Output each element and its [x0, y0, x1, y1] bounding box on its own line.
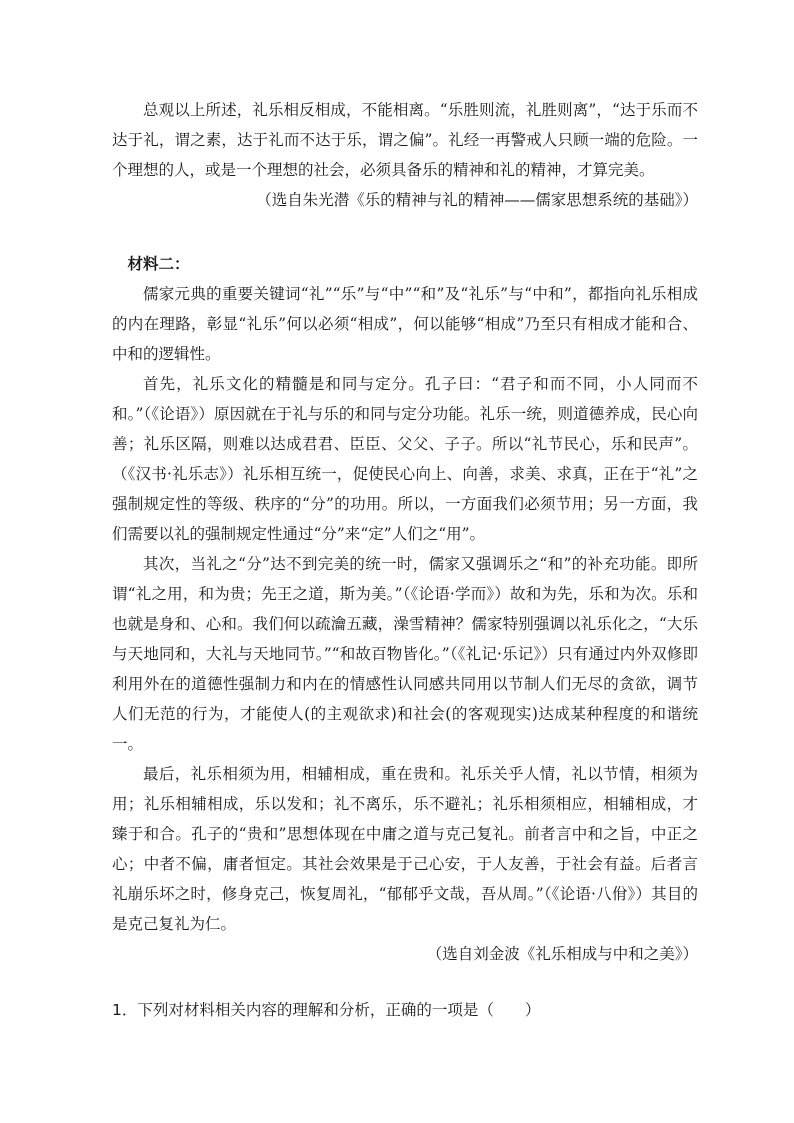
material-two-paragraph-2: 首先，礼乐文化的精髓是和同与定分。孔子曰：“君子和而不同，小人同而不和。”（《论语》）原因就在于礼与乐的和同与定分功能。礼乐一统，则道德养成，民心向善；礼乐区隔，则难以达成君君、臣臣、父父、子子。所以“礼节民心，乐和民声”。（《汉书·礼乐志》）礼乐相互统一，促使民心向上、向善，求美、求真，正在于“礼”之强制规定性的等级、秩序的“分”的功用。所以，一方面我们必须节用；另一方面，我们需要以礼的强制规定性通过“分”来“定”人们之“用”。 [112, 375, 698, 543]
question-1-stem: 1．下列对材料相关内容的理解和分析，正确的一项是（ ） [112, 1001, 541, 1019]
material-two-source: （选自刘金波《礼乐相成与中和之美》） [426, 945, 698, 963]
material-one-block [112, 95, 698, 215]
material-two-paragraph-1: 儒家元典的重要关键词“礼”“乐”与“中”“和”及“礼乐”与“中和”，都指向礼乐相成的内在理路，彰显“礼乐”何以必须“相成”，何以能够“相成”乃至只有相成才能和合、中和的逻辑性。 [112, 285, 698, 363]
material-one-paragraph: 总观以上所述，礼乐相反相成，不能相离。“乐胜则流，礼胜则离”，“达于乐而不达于礼，谓之素，达于礼而不达于乐，谓之偏”。礼经一再警戒人只顾一端的危险。一个理想的人，或是一个理想的社会，必须具备乐的精神和礼的精神，才算完美。 [112, 101, 698, 179]
material-two-paragraph-3: 其次，当礼之“分”达不到完美的统一时，儒家又强调乐之“和”的补充功能。即所谓“礼之用，和为贵；先王之道，斯为美。”（《论语·学而》）故和为先，乐和为次。乐和也就是身和、心和。我们何以疏瀹五藏，澡雪精神？儒家特别强调以礼乐化之，“大乐与天地同和，大礼与天地同节。”“和故百物皆化。”（《礼记·乐记》）只有通过内外双修即利用外在的道德性强制力和内在的情感性认同感共同用以节制人们无尽的贪欲，调节人们无范的行为，才能使人(的主观欲求)和社会(的客观现实)达成某种程度的和谐统一。 [112, 555, 698, 753]
material-two-block [112, 249, 698, 969]
material-one-source: （选自朱光潜《乐的精神与礼的精神——儒家思想系统的基础》） [256, 191, 698, 209]
material-two-heading: 材料二： [127, 254, 190, 273]
material-two-paragraph-4: 最后，礼乐相须为用，相辅相成，重在贵和。礼乐关乎人情，礼以节情，相须为用；礼乐相辅相成，乐以发和；礼不离乐，乐不避礼；礼乐相须相应，相辅相成，才臻于和合。孔子的“贵和”思想体现在中庸之道与克己复礼。前者言中和之旨，中正之心；中者不偏，庸者恒定。其社会效果是于己心安，于人友善，于社会有益。后者言礼崩乐坏之时，修身克己，恢复周礼，“郁郁乎文哉，吾从周。”（《论语·八佾》）其目的是克己复礼为仁。 [112, 765, 698, 933]
